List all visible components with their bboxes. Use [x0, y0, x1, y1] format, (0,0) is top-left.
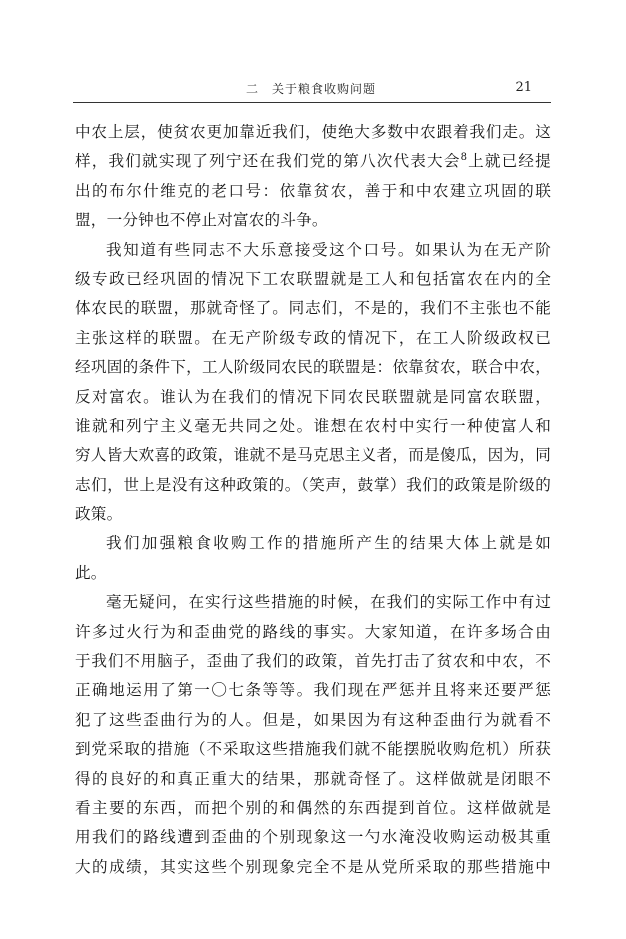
text-line: 毫无疑问，在实行这些措施的时候，在我们的实际工作中有过	[106, 593, 551, 612]
text-line: 经巩固的条件下，工人阶级同农民的联盟是：依靠贫农，联合中农，	[75, 358, 551, 377]
running-header	[76, 78, 546, 100]
text-line: 犯了这些歪曲行为的人。但是，如果因为有这种歪曲行为就看不	[75, 710, 551, 729]
chapter-title: 二 关于粮食收购问题	[246, 82, 377, 96]
text-line: 看主要的东西，而把个别的和偶然的东西提到首位。这样做就是	[75, 798, 551, 817]
text-line: 反对富农。谁认为在我们的情况下同农民联盟就是同富农联盟，	[75, 387, 551, 406]
text-span: 样，我们就实现了列宁还在我们党的第八次代表大会	[75, 152, 461, 171]
text-line: 得的良好的和真正重大的结果，那就奇怪了。这样做就是闭眼不	[75, 769, 551, 788]
text-line: 我知道有些同志不大乐意接受这个口号。如果认为在无产阶	[106, 240, 551, 259]
text-span: 上就已经提	[467, 152, 551, 171]
text-line: 志们，世上是没有这种政策的。（笑声，鼓掌）我们的政策是阶级的	[75, 475, 551, 494]
text-line: 穷人皆大欢喜的政策，谁就不是马克思主义者，而是傻瓜，因为，同	[75, 446, 551, 465]
body-text	[75, 118, 551, 882]
text-line: 中农上层，使贫农更加靠近我们，使绝大多数中农跟着我们走。这	[75, 123, 551, 141]
text-line: 许多过火行为和歪曲党的路线的事实。大家知道，在许多场合由	[75, 622, 551, 641]
text-line: 我们加强粮食收购工作的措施所产生的结果大体上就是如	[106, 534, 551, 553]
text-line: 出的布尔什维克的老口号：依靠贫农，善于和中农建立巩固的联	[75, 181, 551, 200]
footnote-marker[interactable]: 8	[460, 152, 468, 164]
page-number: 21	[515, 80, 532, 95]
text-line: 用我们的路线遭到歪曲的个别现象这一勺水淹没收购运动极其重	[75, 828, 551, 847]
text-line: 正确地运用了第一〇七条等等。我们现在严惩并且将来还要严惩	[75, 681, 551, 700]
text-line: 盟，一分钟也不停止对富农的斗争。	[75, 211, 328, 230]
text-line: 政策。	[75, 505, 123, 524]
text-line: 谁就和列宁主义毫无共同之处。谁想在农村中实行一种使富人和	[75, 416, 551, 435]
text-line: 级专政已经巩固的情况下工农联盟就是工人和包括富农在内的全	[75, 269, 551, 288]
text-line: 体农民的联盟，那就奇怪了。同志们，不是的，我们不主张也不能	[75, 299, 551, 318]
text-line: 此。	[75, 563, 107, 582]
text-line: 主张这样的联盟。在无产阶级专政的情况下，在工人阶级政权已	[75, 328, 551, 347]
header-rule	[73, 102, 551, 103]
text-line: 于我们不用脑子，歪曲了我们的政策，首先打击了贫农和中农，不	[75, 652, 551, 671]
text-line	[75, 147, 551, 176]
text-line: 到党采取的措施（不采取这些措施我们就不能摆脱收购危机）所获	[75, 740, 551, 759]
text-line: 大的成绩，其实这些个别现象完全不是从党所采取的那些措施中	[75, 857, 551, 876]
